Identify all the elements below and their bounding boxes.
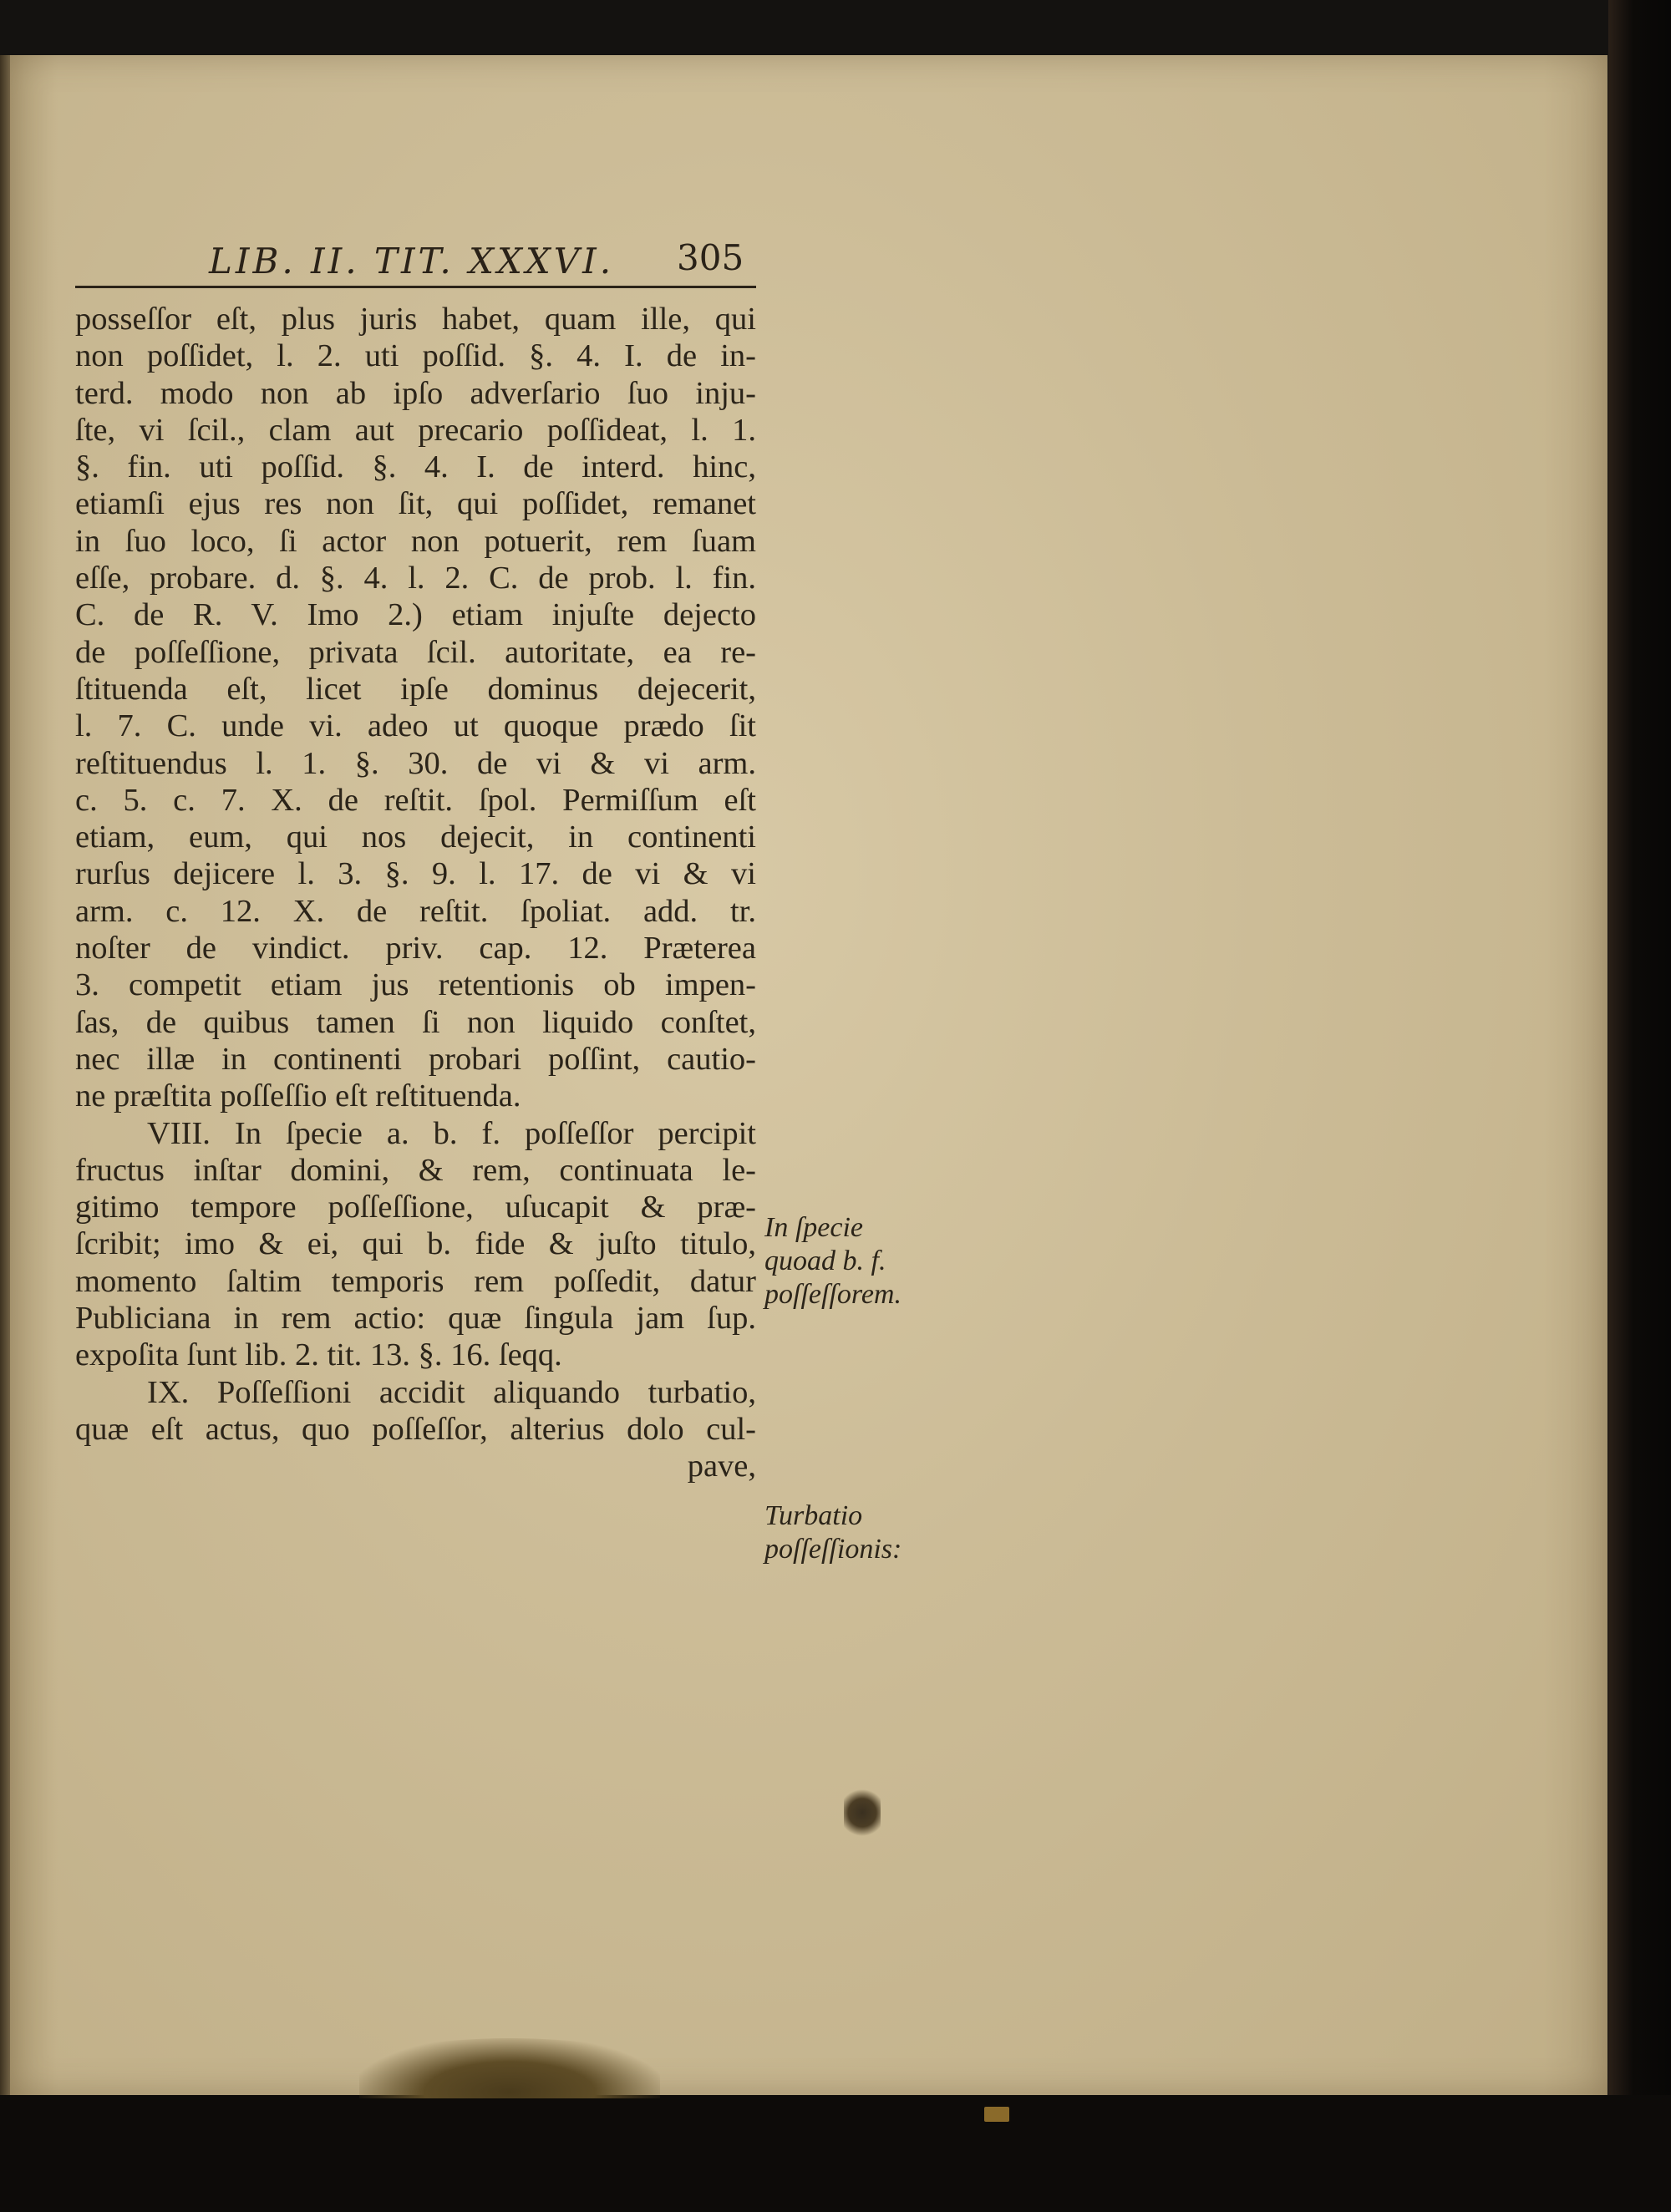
paper-stain: [359, 2038, 660, 2098]
text-line: reſtituendus l. 1. §. 30. de vi & vi arm.: [75, 745, 756, 781]
text-line: quæ eſt actus, quo poſſeſſor, alterius dolo cul-: [75, 1411, 756, 1447]
text-line: 3. competit etiam jus retentionis ob impen-: [75, 967, 756, 1003]
text-line: arm. c. 12. X. de reſtit. ſpoliat. add. tr.: [75, 893, 756, 929]
text-line: fructus inſtar domini, & rem, continuata le-: [75, 1152, 756, 1188]
scanner-frame: [1608, 0, 1671, 2212]
scanner-bottom: [0, 2095, 1671, 2212]
text-line: l. 7. C. unde vi. adeo ut quoque prædo ſit: [75, 708, 756, 744]
paragraph-start-line: VIII. In ſpecie a. b. f. poſſeſſor percipit: [147, 1115, 756, 1151]
text-line: de poſſeſſione, privata ſcil. autoritate, ea re-: [75, 634, 756, 670]
running-head: [75, 236, 756, 288]
margin-note-line: quoad b. f.: [764, 1246, 886, 1276]
text-line: terd. modo non ab ipſo adverſario ſuo inju-: [75, 375, 756, 411]
body-text: [75, 301, 756, 1485]
margin-note-line: Turbatio: [764, 1500, 863, 1531]
text-line: eſſe, probare. d. §. 4. l. 2. C. de prob. l. fin.: [75, 561, 756, 596]
text-line: non poſſidet, l. 2. uti poſſid. §. 4. I. de in-: [75, 338, 756, 374]
text-line: nec illæ in continenti probari poſſint, cautio-: [75, 1041, 756, 1077]
margin-note-line: poſſeſſorem.: [764, 1279, 902, 1310]
text-line: §. fin. uti poſſid. §. 4. I. de interd. hinc,: [75, 449, 756, 485]
text-line: noſter de vindict. priv. cap. 12. Præterea: [75, 931, 756, 966]
text-line: momento ſaltim temporis rem poſſedit, datur: [75, 1263, 756, 1299]
text-line: etiam, eum, qui nos dejecit, in continenti: [75, 819, 756, 855]
margin-note-line: poſſeſſionis:: [764, 1534, 902, 1565]
text-line: ſte, vi ſcil., clam aut precario poſſideat, l. 1.: [75, 412, 756, 448]
text-line: etiamſi ejus res non ſit, qui poſſidet, remanet: [75, 486, 756, 522]
text-line: in ſuo loco, ſi actor non potuerit, rem ſuam: [75, 523, 756, 559]
text-line: posseſſor eſt, plus juris habet, quam ille, qui: [75, 302, 756, 337]
text-line: expoſita ſunt lib. 2. tit. 13. §. 16. ſeqq.: [75, 1337, 562, 1373]
ink-speck: [844, 1788, 881, 1838]
catchword: pave,: [687, 1448, 756, 1484]
text-line: Publiciana in rem actio: quæ ſingula jam ſup.: [75, 1301, 756, 1337]
text-line: ne præſtita poſſeſſio eſt reſtituenda.: [75, 1078, 521, 1114]
text-line: ſtituenda eſt, licet ipſe dominus dejecerit,: [75, 671, 756, 707]
margin-note-turbatio: [764, 1499, 902, 1566]
page-number: 305: [677, 237, 744, 278]
text-line: gitimo tempore poſſeſſione, uſucapit & præ-: [75, 1190, 756, 1225]
running-head-title: LIB. II. TIT. XXXVI.: [209, 241, 615, 282]
text-line: C. de R. V. Imo 2.) etiam injuſte dejecto: [75, 597, 756, 633]
paragraph-start-line: IX. Poſſeſſioni accidit aliquando turbatio,: [147, 1374, 756, 1410]
text-line: ſas, de quibus tamen ſi non liquido conſtet,: [75, 1004, 756, 1040]
ribbon-marker: [984, 2107, 1009, 2122]
margin-note-in-specie: [764, 1211, 902, 1311]
text-line: ſcribit; imo & ei, qui b. fide & juſto titulo,: [75, 1226, 756, 1262]
margin-note-line: In ſpecie: [764, 1212, 863, 1243]
text-line: rurſus dejicere l. 3. §. 9. l. 17. de vi & vi: [75, 856, 756, 892]
text-line: c. 5. c. 7. X. de reſtit. ſpol. Permiſſum eſt: [75, 782, 756, 818]
